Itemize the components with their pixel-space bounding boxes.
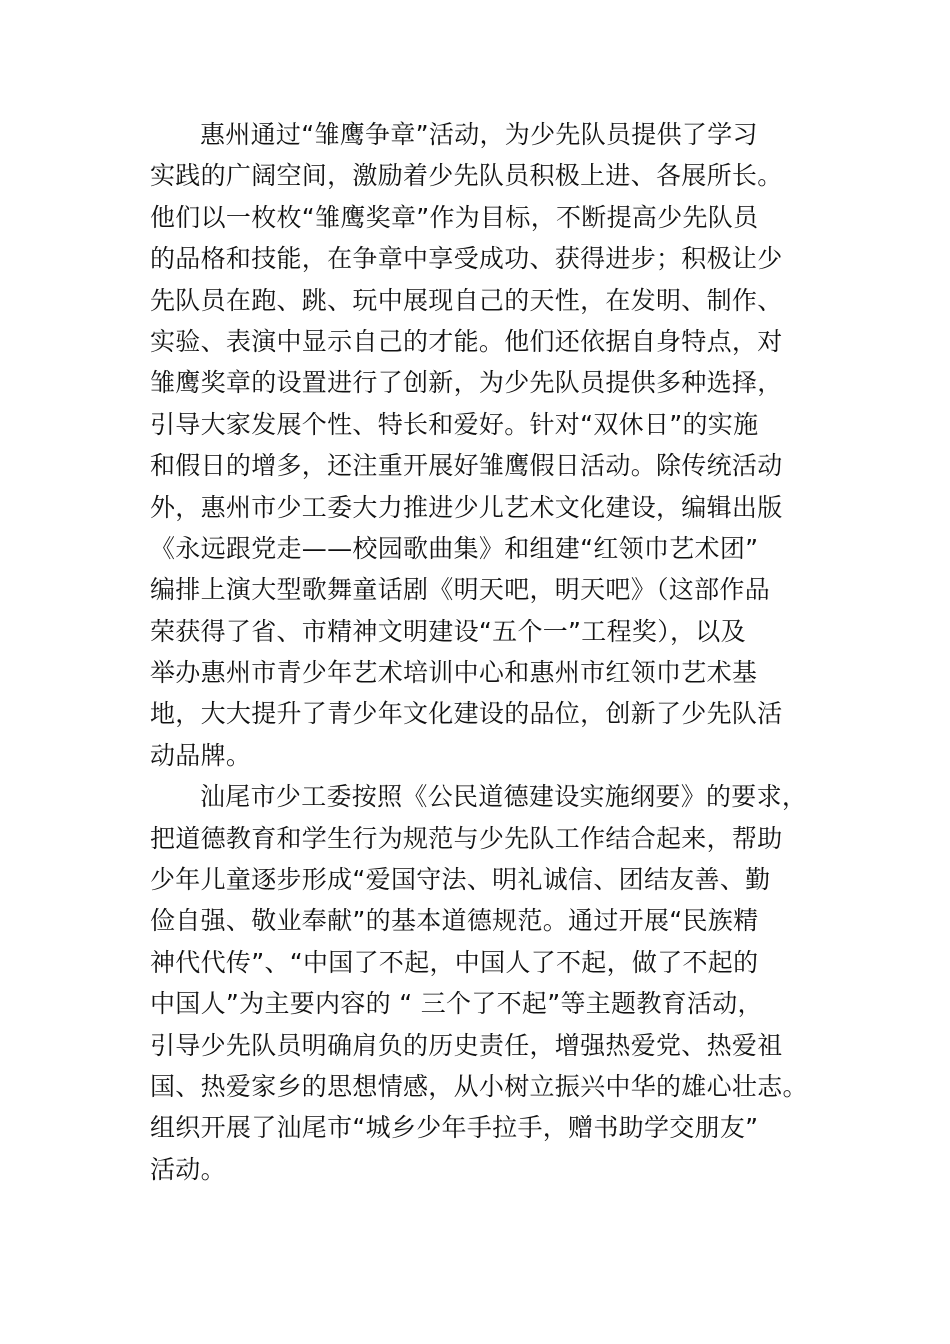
text-line: 少年儿童逐步形成“爱国守法、明礼诚信、团结友善、勤 <box>150 865 771 895</box>
text-line: 把道德教育和学生行为规范与少先队工作结合起来，帮助 <box>150 823 783 853</box>
text-line: 国、热爱家乡的思想情感，从小树立振兴中华的雄心壮志。 <box>150 1071 808 1101</box>
text-line: 引导大家发展个性、特长和爱好。针对“双休日”的实施 <box>150 409 759 439</box>
text-line: 中国人”为主要内容的 “ 三个了不起”等主题教育活动， <box>150 989 763 1019</box>
text-line: 外，惠州市少工委大力推进少儿艺术文化建设，编辑出版 <box>150 492 783 522</box>
text-line: 荣获得了省、市精神文明建设“五个一”工程奖），以及 <box>150 616 746 646</box>
paragraph-shanwei <box>150 776 808 1190</box>
text-line: 引导少先队员明确肩负的历史责任，增强热爱党、热爱祖 <box>150 1030 783 1060</box>
document-page <box>150 114 808 1190</box>
text-line: 汕尾市少工委按照《公民道德建设实施纲要》的要求， <box>200 782 808 812</box>
text-line: 组织开展了汕尾市“城乡少年手拉手，赠书助学交朋友” <box>150 1113 759 1143</box>
text-line: 雏鹰奖章的设置进行了创新，为少先队员提供多种选择， <box>150 368 783 398</box>
text-line: 他们以一枚枚“雏鹰奖章”作为目标，不断提高少先队员 <box>150 202 759 232</box>
text-line: 编排上演大型歌舞童话剧《明天吧，明天吧》（这部作品 <box>150 575 771 605</box>
text-line: 俭自强、敬业奉献”的基本道德规范。通过开展“民族精 <box>150 906 759 936</box>
text-line: 惠州通过“雏鹰争章”活动，为少先队员提供了学习 <box>200 120 758 149</box>
text-line: 和假日的增多，还注重开展好雏鹰假日活动。除传统活动 <box>150 451 783 481</box>
text-line: 动品牌。 <box>150 740 252 770</box>
text-line: 先队员在跑、跳、玩中展现自己的天性，在发明、制作、 <box>150 285 783 315</box>
text-line: 活动。 <box>150 1154 226 1184</box>
text-line: 实践的广阔空间，激励着少先队员积极上进、各展所长。 <box>150 161 783 191</box>
text-line: 的品格和技能，在争章中享受成功、获得进步；积极让少 <box>150 244 783 274</box>
text-line: 实验、表演中显示自己的才能。他们还依据自身特点，对 <box>150 326 783 356</box>
text-line: 举办惠州市青少年艺术培训中心和惠州市红领巾艺术基 <box>150 658 758 688</box>
text-line: 神代代传”、“中国了不起，中国人了不起，做了不起的 <box>150 947 759 977</box>
text-line: 《永远跟党走——校园歌曲集》和组建“红领巾艺术团” <box>150 533 759 563</box>
paragraph-huizhou <box>150 114 800 776</box>
text-line: 地，大大提升了青少年文化建设的品位，创新了少先队活 <box>150 699 783 729</box>
